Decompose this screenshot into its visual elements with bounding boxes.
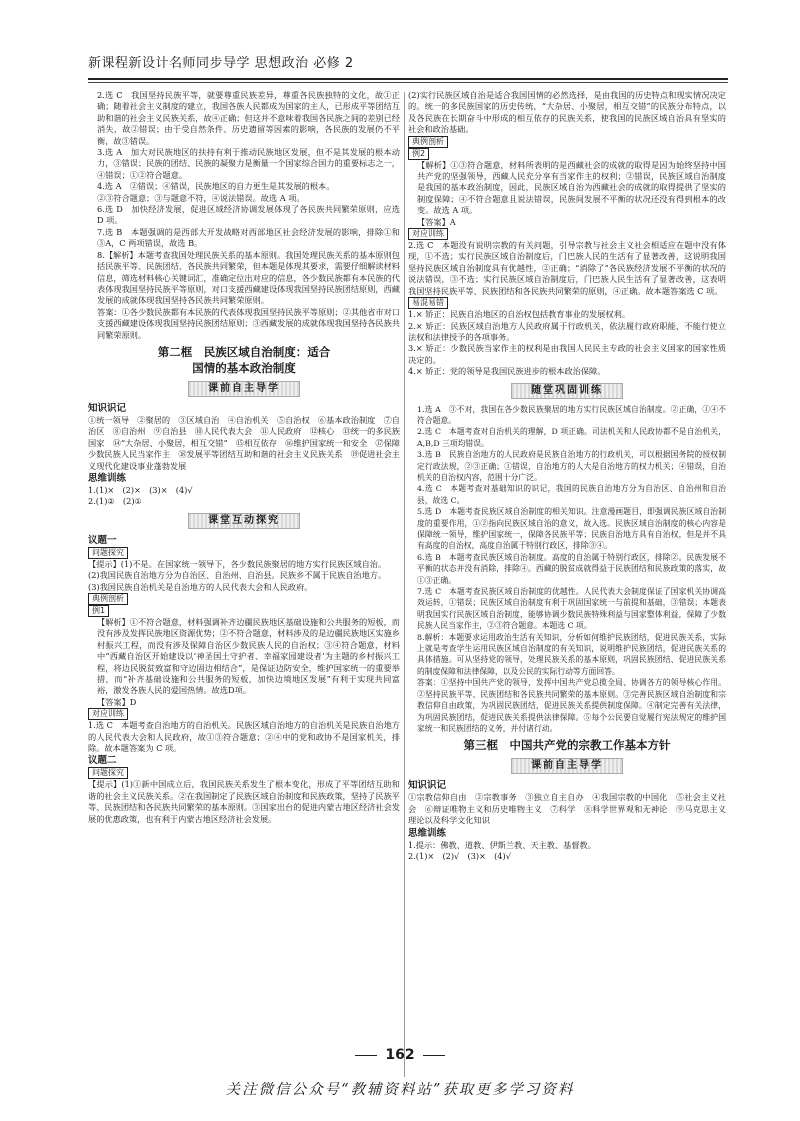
page-number-dash-left <box>355 1055 377 1056</box>
footer-note: 关注微信公众号“教辅资料站”获取更多学习资料 <box>225 1082 575 1098</box>
confusion-2: 2.× 矫正：民族区域自治地方人民政府属于行政机关，依法履行政府职能，不能行使立法权和法律授予的各项事务。 <box>408 320 726 342</box>
section-title <box>88 344 400 376</box>
section-title-line1: 第二框 民族区域自治制度：适合 <box>157 344 331 359</box>
example-1-analysis: 【解析】①不符合题意，材料强调补齐边疆民族地区基础设施和公共服务的短板，而没有涉及发挥民族地区资源优势；②不符合题意，材料涉及的是边疆民族地区实施乡村振兴工程，而没有涉及保障自治区少数民族人民的自治权；③④符合题意，材料中“西藏自治区开始建设以‘神圣国土守护者、幸福家园建设者’为主题的乡村振兴工程，将边民脱贫致富和守边固边相结合”，是保证边防安全，维护国家统一的重要举措，而“补齐基础设施和公共服务的短板，加快边境地区发展”有利于实现共同富裕，激发各族人民的爱国热情。故选D项。 <box>97 617 400 696</box>
drill-2: 2.选 C 本题考查对自治机关的理解，D 项正确。司法机关和人民政协都不是自治机关，A,B,D 三项均错误。 <box>417 427 726 448</box>
right-column <box>408 90 726 862</box>
page-number <box>0 1047 800 1063</box>
drill-1: 1.选 A ③不对，我国在各少数民族聚居的地方实行民族区域自治制度。②正确，①④不符合题意。 <box>417 404 726 425</box>
section-title-line2: 国情的基本政治制度 <box>192 360 296 375</box>
hint-2: (2)我国民族自治地方分为自治区、自治州、自治县。民族乡不属于民族自治地方。 <box>88 570 387 581</box>
answer-q7: 7.选 B 本题强调的是西部大开发战略对西部地区社会经济发展的影响，排除①和③A，C 两项错误，故选 B。 <box>97 226 400 249</box>
example-analysis-label-2: 典例剖析 <box>408 136 448 148</box>
banner-classroom: 课堂互动探究 <box>188 513 300 529</box>
drill-7: 7.选 C 本题考查民族区域自治制度的优越性。人民代表大会制度保证了国家机关协调高效运转，①错误；民族区域自治制度有利于巩固国家统一与前提和基础，③错误；本题表明我国实行民族区域自治制度，能够协调少数民族特殊利益与国家整体利益，保障了少数民族人民当家作主，②③符合题意。本题选 C 项。 <box>417 587 726 631</box>
drill-8-answer: 答案：①坚持中国共产党的领导，发挥中国共产党总揽全局、协调各方的领导核心作用。②坚持民族平等、民族团结和各民族共同繁荣的基本原则。③完善民族区域自治制度和宗教信仰自由政策，为巩固民族团结，促进民族关系提供制度保障。④制定完善有关法律，为巩固民族团结，促进民族关系提供法律保障。⑤每个公民要自觉履行宪法规定的维护国家统一和民族团结的义务，并付诸行动。 <box>417 678 726 733</box>
banner-consolidation: 随堂巩固训练 <box>511 383 623 399</box>
page-number-dash-right <box>423 1055 445 1056</box>
confusion-1: 1.× 矫正：民族自治地区的自治权包括教育事业的发展权利。 <box>408 309 630 320</box>
example-analysis-label: 典例剖析 <box>88 593 128 605</box>
section-3-title: 第三框 中国共产党的宗教工作基本方针 <box>463 738 671 753</box>
thinking-answers: 1.(1)× (2)× (3)× (4)√ 2.(1)② (2)① <box>88 484 193 507</box>
thinking-3-1: 1.提示：佛教、道教、伊斯兰教、天主教、基督教。 <box>408 839 596 850</box>
hint-1: 【提示】(1)不是。在国家统一领导下，各少数民族聚居的地方实行民族区域自治。 <box>88 558 387 569</box>
answer-q8: 8.【解析】本题考查我国处理民族关系的基本原则。我国处理民族关系的基本原则包括民族平等、民族团结、各民族共同繁荣，但本题是体现其要求，需要仔细解读材料信息，筛选材料核心关键词汇，准确定位出对应的信息，各少数民族都有本民族的代表体现我国坚持民族平等原则，对口支援西藏建设体现我国坚持民族团结原则，西藏发展的成就体现我国坚持各民族共同繁荣原则。 <box>97 249 400 306</box>
practice-2: 2.选 C 本题没有说明宗教的有关问题，引导宗教与社会主义社会相适应在题中没有体现，①不选；实行民族区域自治制度后，门巴族人民的生活有了显著改善，这说明我国坚持民族区域自治制度具有优越性，②正确；“消除了”各民族经济发展不平衡的状况的说法错误，③不选；实行民族区域自治制度后，门巴族人民生活有了显著改善，这表明我国坚持民族平等、民族团结和各民族共同繁荣的原则，④正确。故本题答案选 C 项。 <box>408 240 726 296</box>
thinking-heading-3: 思维训练 <box>408 827 447 839</box>
example-1-label: 例1 <box>88 605 109 617</box>
question-explore-label: 问题探究 <box>88 547 128 559</box>
knowledge-heading: 知识识记 <box>88 402 127 414</box>
example-2-answer: 【答案】A <box>417 216 456 227</box>
drill-8: 8.解析：本题要求运用政治生活有关知识，分析如何维护民族团结，促进民族关系，实际上就是考查学生运用民族区域自治制度的有关知识，说明维护民族团结，促进民族关系的具体措施。可从坚持党的领导，处理民族关系的基本原则，巩固民族团结、促进民族关系的制度保障和法律保障，以及公民的实际行动等方面回答。 <box>417 632 726 676</box>
page-header <box>88 58 728 80</box>
drill-6: 6.选 B 本题考查民族区域自治制度。高度的自治属于特别行政区，排除②。民族发展不平衡的状态并没有消除，排除④。西藏的脱贫成就得益于民族团结和民族政策的落实，故①③正确。 <box>417 552 726 585</box>
knowledge-points: ①统一领导 ②聚居的 ③区域自治 ④自治机关 ⑤自治权 ⑥基本政治制度 ⑦自治区 ⑧自治州 ⑨自治县 ⑩人民代表大会 ⑪人民政府 ⑫核心 ⑬统一的多民族国家 ⑭“大杂居、小聚居，相互交错” ⑮相互依存 ⑯维护国家统一和安全 ⑰保障少数民族人民当家作主 ⑱发展平等团结互助和谐的社会主义民族关系 ⑲促进社会主义现代化建设事业蓬勃发展 <box>88 414 400 471</box>
banner-preview-3: 课前自主导学 <box>511 758 623 774</box>
confusion-4: 4.× 矫正：党的领导是我国民族进步的根本政治保障。 <box>408 366 606 377</box>
drill-5: 5.选 D 本题考查民族区域自治制度的相关知识。注意漫画题目，即强调民族区域自治制度的重要作用，①②指向民族区域自治的意义，故入选。民族区域自治制度的核心内容是保障统一领导，维护国家统一，保障各民族平等；民族自治地方具有自治权，但是并不具有高度的自治权，高度自治属于特别行政区，排除③④。 <box>417 507 726 551</box>
answer-q8-key: 答案：①各少数民族都有本民族的代表体现我国坚持民族平等原则；②其他省市对口支援西藏建设体现我国坚持民族团结原则；③西藏发展的成就体现我国坚持各民族共同繁荣原则。 <box>97 306 400 340</box>
practice-label-2: 对应训练 <box>408 228 448 240</box>
drill-4: 4.选 C 本题考查对基础知识的识记，我国的民族自治地方分为自治区、自治州和自治县，故选 C。 <box>417 484 726 505</box>
page-number-text: 162 <box>385 1047 415 1063</box>
thinking-3-2: 2.(1)× (2)√ (3)× (4)√ <box>408 850 511 861</box>
banner-preview: 课前自主导学 <box>188 381 300 397</box>
answer-q2: 2.选 C 我国坚持民族平等，就要尊重民族差异，尊重各民族独特的文化，故①正确；随着社会主义制度的建立，我国各族人民都成为国家的主人，已形成平等团结互助和谐的社会主义民族关系，故④正确；但这并不意味着我国各民族之间的差别已经消失，故②错误；由于受自然条件、历史遗留等因素的影响，各民族的发展仍不平衡，故③错误。 <box>97 90 400 146</box>
confusion-label: 易混易错 <box>408 297 448 309</box>
answer-q3: 3.选 A 加大对民族地区的扶持有利于推动民族地区发展，但不是其发展的根本动力，③错误；民族的团结、民族的凝聚力是衡量一个国家综合国力的重要标志之一，④错误；①②符合题意。 <box>97 147 400 180</box>
drill-3: 3.选 B 民族自治地方的人民政府是民族自治地方的行政机关，可以根据国务院的授权制定行政法规，②③正确；①错误，自治地方的人大是自治地方的权力机关；④错误，自治机关的自治权内容，范围十分广泛。 <box>417 450 726 482</box>
column-divider <box>404 92 405 1077</box>
knowledge-points-3: ①宗教信仰自由 ②宗教事务 ③独立自主自办 ④我国宗教的中国化 ⑤社会主义社会 ⑥辩证唯物主义和历史唯物主义 ⑦科学 ⑧科学世界观和无神论 ⑨马克思主义理论以及科学文化知识 <box>408 792 726 826</box>
question-explore-label-2: 问题探究 <box>88 767 128 779</box>
header-rule <box>88 82 728 83</box>
topic-two-heading: 议题二 <box>88 755 117 767</box>
answer-q6: 6.选 D 加快经济发展，促进区域经济协调发展体现了各民族共同繁荣原则，应选 D 项。 <box>97 204 400 226</box>
topic-one-heading: 议题一 <box>88 534 117 546</box>
practice-label: 对应训练 <box>88 708 128 720</box>
hint-ii-1: 【提示】(1)①新中国成立后，我国民族关系发生了根本变化，形成了平等团结互助和谐的社会主义民族关系。②在我国制定了民族区域自治制度和民族政策，坚持了民族平等、民族团结和各民族共同繁荣的基本原则。③国家出台的促进内蒙古地区经济社会发展的优惠政策，也有利于内蒙古地区经济社会发展。 <box>88 779 400 824</box>
hint-3: (3)我国民族自治机关是自治地方的人民代表大会和人民政府。 <box>88 581 313 592</box>
header-title: 新课程新设计名师同步导学 思想政治 必修 2 <box>88 56 354 71</box>
thinking-heading: 思维训练 <box>88 472 127 484</box>
example-2-analysis: 【解析】①③符合题意，材料所表明的是西藏社会的成就的取得是因为始终坚持中国共产党的坚强领导，西藏人民充分享有当家作主的权利；②错误，民族区域自治制度是我国的基本政治制度，因此，民族区域自治为西藏社会的成就的取得提供了坚实的制度保障；④不符合题意且说法错误，民族间发展不平衡的状况还没有得到根本的改变。故选 A 项。 <box>417 159 726 216</box>
practice-1: 1.选 C 本题考查自治地方的自治机关。民族区域自治地方的自治机关是民族自治地方的人民代表大会和人民政府，故①③符合题意；②④中的党和政协不是国家机关，排除。故本题答案为 C 项。 <box>88 720 400 754</box>
hint-ii-2: (2)实行民族区域自治是适合我国国情的必然选择，是由我国的历史特点和现实情况决定的。统一的多民族国家的历史传统，“大杂居、小聚居，相互交错”的民族分布特点，以及各民族在长期奋斗中形成的相互依存的民族关系，使我国的民族区域自治具有坚实的社会和政治基础。 <box>408 90 726 135</box>
answer-q5: ②③符合题意；③与题意不符，④说法错误。故选 A 项。 <box>97 192 305 203</box>
confusion-3: 3.× 矫正：少数民族当家作主的权利是由我国人民民主专政的社会主义国家的国家性质决定的。 <box>408 343 726 365</box>
example-2-label: 例2 <box>408 148 429 160</box>
knowledge-heading-3: 知识识记 <box>408 780 447 792</box>
answer-q4: 4.选 A ②错误；④错误，民族地区的自力更生是其发展的根本。 <box>97 181 335 192</box>
left-column <box>88 90 400 825</box>
example-1-answer: 【答案】D <box>97 696 137 707</box>
